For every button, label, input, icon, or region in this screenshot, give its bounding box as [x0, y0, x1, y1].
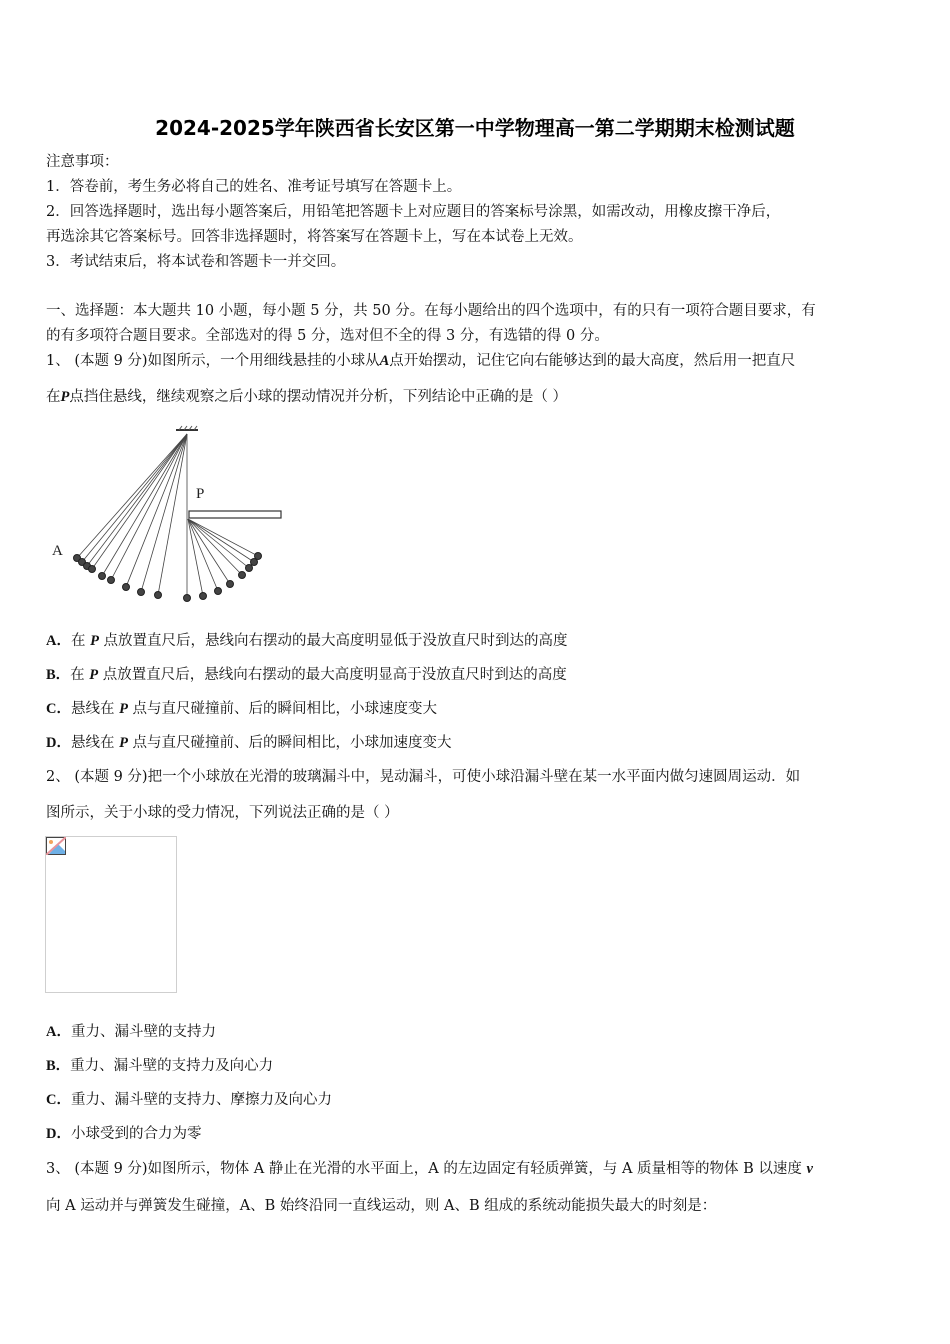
question-1-stem: 在P点挡住悬线，继续观察之后小球的摆动情况并分析，下列结论中正确的是（ ） [46, 389, 567, 405]
question-1-option-c: C．悬线在 P 点与直尺碰撞前、后的瞬间相比，小球速度变大 [46, 701, 438, 717]
broken-image-icon [46, 837, 66, 855]
pendulum-diagram-icon [46, 424, 286, 606]
question-3-stem: 向 A 运动并与弹簧发生碰撞，A、B 始终沿同一直线运动，则 A、B 组成的系统动能损失最大的时刻是： [46, 1198, 717, 1214]
question-2-stem: 2、 (本题 9 分)把一个小球放在光滑的玻璃漏斗中，晃动漏斗，可使小球沿漏斗壁在某一水平面内做匀速圆周运动．如 [46, 769, 801, 785]
question-3-stem: 3、 (本题 9 分)如图所示，物体 A 静止在光滑的水平面上，A 的左边固定有轻质弹簧，与 A 质量相等的物体 B 以速度 v [46, 1161, 813, 1177]
variable-p: P [60, 389, 70, 405]
section-intro: 的有多项符合题目要求。全部选对的得 5 分，选对但不全的得 3 分，有选错的得 0 分。 [46, 328, 609, 344]
question-1-stem: 1、 (本题 9 分)如图所示，一个用细线悬挂的小球从A点开始摆动，记住它向右能够达到的最大高度，然后用一把直尺 [46, 353, 796, 369]
funnel-figure-placeholder [45, 836, 177, 993]
pendulum-figure [46, 424, 286, 606]
section-intro: 一、选择题：本大题共 10 小题，每小题 5 分，共 50 分。在每小题给出的四个选项中，有的只有一项符合题目要求，有 [46, 303, 816, 319]
question-1-option-b: B．在 P 点放置直尺后，悬线向右摆动的最大高度明显高于没放直尺时到达的高度 [46, 667, 567, 683]
label-p: P [196, 486, 205, 502]
question-2-option-d: D．小球受到的合力为零 [46, 1126, 202, 1142]
question-2-option-a: A．重力、漏斗壁的支持力 [46, 1024, 216, 1040]
notice-item: 1．答卷前，考生务必将自己的姓名、准考证号填写在答题卡上。 [46, 179, 462, 195]
notice-heading: 注意事项： [46, 154, 119, 170]
question-2-stem: 图所示，关于小球的受力情况，下列说法正确的是（ ） [46, 805, 399, 821]
question-1-option-d: D．悬线在 P 点与直尺碰撞前、后的瞬间相比，小球加速度变大 [46, 735, 452, 751]
notice-item: 再选涂其它答案标号。回答非选择题时，将答案写在答题卡上，写在本试卷上无效。 [46, 229, 583, 245]
label-a: A [52, 543, 63, 559]
page-title: 2024-2025学年陕西省长安区第一中学物理高一第二学期期末检测试题 [155, 116, 795, 140]
notice-item: 2．回答选择题时，选出每小题答案后，用铅笔把答题卡上对应题目的答案标号涂黑，如需改动，用橡皮擦干净后， [46, 204, 781, 220]
question-2-option-b: B．重力、漏斗壁的支持力及向心力 [46, 1058, 274, 1074]
question-2-option-c: C．重力、漏斗壁的支持力、摩擦力及向心力 [46, 1092, 332, 1108]
variable-a: A [379, 353, 390, 369]
notice-item: 3．考试结束后，将本试卷和答题卡一并交回。 [46, 254, 346, 270]
variable-v: v [806, 1161, 813, 1177]
question-1-option-a: A．在 P 点放置直尺后，悬线向右摆动的最大高度明显低于没放直尺时到达的高度 [46, 633, 568, 649]
